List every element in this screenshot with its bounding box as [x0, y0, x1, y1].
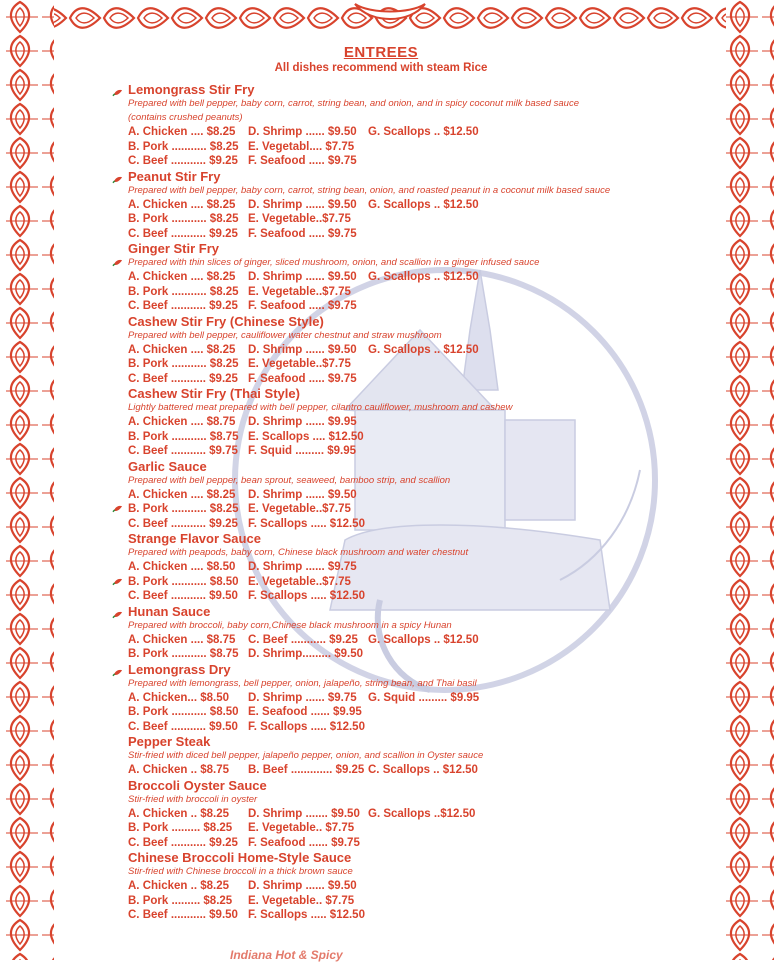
price-option: G. Scallops ..$12.50 — [368, 807, 476, 820]
price-row — [128, 807, 608, 822]
price-option: C. Beef ........... $9.50 — [128, 909, 238, 921]
price-option: C. Beef ........... $9.25 — [128, 836, 238, 849]
dish-name: Ginger Stir Fry — [128, 241, 220, 256]
dish-description: Stir-fried with Chinese broccoli in a thick brown sauce — [128, 866, 353, 877]
dish-description: (contains crushed peanuts) — [128, 112, 243, 123]
dish-description: Stir-fried with broccoli in oyster — [128, 793, 258, 805]
chili-pepper-icon — [112, 665, 123, 675]
dish-item — [128, 386, 608, 459]
dish-description: Prepared with bell pepper, cauliflower water chestnut and straw mushroom — [128, 329, 442, 341]
price-option: B. Pork ......... $8.25 — [128, 822, 233, 834]
dish-description: Prepared with bell pepper, baby corn, carrot, string bean, onion, and roasted peanut in a coconut milk based sauce — [128, 184, 611, 196]
dish-name: Peanut Stir Fry — [128, 168, 221, 184]
price-row — [128, 647, 608, 662]
price-option: F. Scallops ..... $12.50 — [248, 909, 365, 921]
price-option: D. Shrimp ...... $9.50 — [248, 198, 357, 211]
price-option: C. Beef ........... $9.25 — [128, 517, 238, 530]
dish-name: Chinese Broccoli Home-Style Sauce — [128, 850, 352, 865]
dish-description: Prepared with thin slices of ginger, sliced mushroom, onion, and scallion in a ginger infused sauce — [128, 256, 608, 270]
price-option: A. Chicken... $8.50 — [128, 691, 229, 704]
price-option: E. Vegetable..$7.75 — [248, 503, 351, 515]
price-row — [128, 299, 608, 314]
price-option: D. Shrimp ...... $9.50 — [248, 488, 357, 501]
price-option: E. Vegetable..$7.75 — [248, 358, 351, 370]
price-row — [128, 517, 608, 532]
price-option: C. Beef ........... $9.25 — [128, 227, 238, 240]
chili-pepper-icon — [112, 607, 123, 617]
dish-description: Prepared with peapods, baby corn, Chinese black mushroom and water chestnut — [128, 547, 469, 558]
dish-item — [128, 662, 608, 735]
price-option: G. Squid ......... $9.95 — [368, 691, 480, 704]
price-option: G. Scallops .. $12.50 — [368, 633, 479, 646]
dish-list — [128, 82, 611, 923]
price-option: B. Pork ........... $8.25 — [128, 140, 239, 153]
price-option: D. Shrimp ...... $9.75 — [248, 561, 357, 573]
price-option: E. Vegetable.. $7.75 — [248, 822, 355, 834]
price-option: F. Scallops ..... $12.50 — [248, 720, 365, 733]
price-option: F. Seafood ...... $9.75 — [248, 836, 360, 849]
price-row — [128, 415, 608, 430]
price-option: G. Scallops .. $12.50 — [368, 126, 479, 138]
price-option: C. Beef ........... $9.50 — [128, 590, 238, 602]
price-option: A. Chicken .. $8.25 — [128, 807, 229, 820]
price-option: F. Seafood ..... $9.75 — [248, 300, 357, 312]
price-row — [128, 821, 608, 836]
price-option: B. Pork ........... $8.25 — [128, 213, 239, 225]
price-row — [128, 633, 608, 648]
price-option: B. Beef ............. $9.25 — [248, 764, 365, 776]
section-subtitle: All dishes recommend with steam Rice — [274, 62, 488, 74]
dish-name: Strange Flavor Sauce — [128, 531, 261, 546]
price-option: B. Pork ........... $8.75 — [128, 430, 239, 443]
price-row — [128, 343, 608, 358]
price-option: G. Scallops .. $12.50 — [368, 343, 479, 356]
price-option: E. Scallops .... $12.50 — [248, 430, 364, 443]
price-option: C. Beef ........... $9.25 — [128, 300, 238, 312]
price-option: B. Pork ........... $8.50 — [128, 575, 239, 588]
price-option: A. Chicken .... $8.75 — [128, 633, 236, 646]
dish-name: Pepper Steak — [128, 734, 211, 749]
price-row — [128, 125, 608, 140]
price-option: D. Shrimp ...... $9.50 — [248, 880, 357, 892]
price-row — [128, 575, 608, 590]
price-option: A. Chicken .... $8.25 — [128, 126, 236, 138]
price-row — [128, 430, 608, 445]
price-row — [128, 154, 608, 169]
dish-item — [128, 778, 608, 851]
dish-description: Prepared with lemongrass, bell pepper, onion, jalapeño, string bean, and Thai basil — [128, 677, 477, 689]
dish-description: Stir-fried with diced bell pepper, jalapeño pepper, onion, and scallion in Oyster sauce — [128, 750, 484, 761]
price-option: C. Beef ........... $9.25 — [248, 633, 358, 646]
dish-name: Broccoli Oyster Sauce — [128, 777, 267, 793]
dish-description: Prepared with broccoli, baby corn,Chinese black mushroom in a spicy Hunan — [128, 619, 452, 631]
price-row — [128, 589, 608, 604]
section-title: ENTREES — [343, 44, 419, 61]
price-option: B. Pork ........... $8.50 — [128, 706, 239, 718]
dish-item — [128, 314, 608, 387]
price-option: A. Chicken .... $8.25 — [128, 198, 236, 211]
price-option: D. Shrimp ...... $9.50 — [248, 126, 357, 138]
price-row — [128, 444, 608, 459]
menu-page — [56, 0, 726, 960]
price-option: E. Vegetable..$7.75 — [248, 575, 351, 588]
price-option: A. Chicken .... $8.25 — [128, 343, 236, 356]
price-row — [128, 705, 608, 720]
dish-name: Lemongrass Stir Fry — [128, 82, 255, 97]
price-option: B. Pork ........... $8.25 — [128, 503, 239, 515]
dish-item — [128, 734, 608, 778]
price-option: B. Pork ........... $8.75 — [128, 648, 239, 660]
price-option: B. Pork ........... $8.25 — [128, 358, 239, 370]
price-row — [128, 198, 608, 213]
price-option: G. Scallops .. $12.50 — [368, 198, 479, 211]
price-option: E. Seafood ...... $9.95 — [248, 706, 362, 718]
price-option: C. Scallops .. $12.50 — [368, 764, 478, 776]
price-option: A. Chicken .. $8.75 — [128, 764, 229, 776]
price-row — [128, 836, 608, 851]
price-row — [128, 560, 608, 575]
price-row — [128, 879, 608, 894]
price-row — [128, 357, 608, 372]
price-option: B. Pork ......... $8.25 — [128, 894, 233, 907]
price-option: E. Vegetable..$7.75 — [248, 213, 351, 225]
dish-description: Prepared with bell pepper, bean sprout, seaweed, bamboo strip, and scallion — [128, 474, 451, 486]
price-option: A. Chicken .... $8.25 — [128, 271, 236, 283]
price-row — [128, 894, 608, 909]
price-row — [128, 270, 608, 285]
chili-pepper-icon — [112, 504, 123, 514]
dish-name: Garlic Sauce — [128, 458, 207, 474]
price-option: F. Scallops ..... $12.50 — [248, 517, 365, 530]
dish-item — [128, 604, 608, 662]
price-option: A. Chicken .... $8.25 — [128, 488, 236, 501]
price-option: F. Seafood ..... $9.75 — [248, 227, 357, 240]
price-option: F. Squid ......... $9.95 — [248, 445, 357, 457]
dish-item — [128, 241, 608, 314]
price-option: C. Beef ........... $9.50 — [128, 720, 238, 733]
price-option: A. Chicken .. $8.25 — [128, 880, 229, 892]
price-row — [128, 908, 608, 923]
price-row — [128, 227, 608, 242]
price-option: A. Chicken .... $8.50 — [128, 561, 236, 573]
price-row — [128, 372, 608, 387]
dish-name: Hunan Sauce — [128, 603, 211, 619]
price-option: C. Beef ........... $9.75 — [128, 445, 238, 457]
price-option: E. Vegetable..$7.75 — [248, 285, 351, 298]
next-section-title-partial: Indiana Hot & Spicy — [230, 948, 343, 962]
dish-item — [128, 850, 608, 923]
price-option: D. Shrimp ...... $9.50 — [248, 343, 357, 356]
price-row — [128, 488, 608, 503]
price-option: E. Vegetabl.... $7.75 — [248, 140, 355, 153]
chili-pepper-icon — [112, 85, 123, 95]
price-option: F. Seafood ..... $9.75 — [248, 372, 357, 385]
dish-item — [128, 531, 608, 604]
chili-pepper-icon — [112, 172, 123, 182]
price-option: D. Shrimp ....... $9.50 — [248, 807, 360, 820]
price-option: F. Scallops ..... $12.50 — [248, 590, 365, 602]
price-option: A. Chicken .... $8.75 — [128, 416, 236, 428]
price-option: E. Vegetable.. $7.75 — [248, 894, 355, 907]
dish-item — [128, 168, 611, 242]
price-option: G. Scallops .. $12.50 — [368, 271, 479, 283]
dish-item — [128, 82, 608, 169]
price-row — [128, 212, 608, 227]
price-option: C. Beef ........... $9.25 — [128, 372, 238, 385]
price-option: C. Beef ........... $9.25 — [128, 155, 238, 167]
dish-description: Lightly battered meat prepared with bell pepper, cilantro cauliflower, mushroom and cashew — [128, 402, 513, 413]
dish-name: Cashew Stir Fry (Thai Style) — [128, 386, 300, 401]
price-row — [128, 691, 608, 706]
price-option: D. Shrimp ...... $9.75 — [248, 691, 357, 704]
price-option: D. Shrimp ...... $9.95 — [248, 416, 357, 428]
price-option: F. Seafood ..... $9.75 — [248, 155, 357, 167]
dish-item — [128, 459, 608, 532]
price-row — [128, 763, 608, 778]
price-option: B. Pork ........... $8.25 — [128, 285, 239, 298]
menu-header — [56, 44, 706, 74]
price-row — [128, 140, 608, 155]
price-row — [128, 502, 608, 517]
price-row — [128, 720, 608, 735]
dish-description: Prepared with bell pepper, baby corn, carrot, string bean, and onion, and in spicy coconut milk based sauce — [128, 98, 579, 109]
dish-name: Cashew Stir Fry (Chinese Style) — [128, 313, 324, 329]
dish-name: Lemongrass Dry — [128, 661, 231, 677]
chili-pepper-icon — [112, 577, 123, 587]
chili-pepper-icon — [112, 258, 123, 268]
price-row — [128, 285, 608, 300]
price-option: D. Shrimp ...... $9.50 — [248, 271, 357, 283]
price-option: D. Shrimp......... $9.50 — [248, 648, 364, 660]
